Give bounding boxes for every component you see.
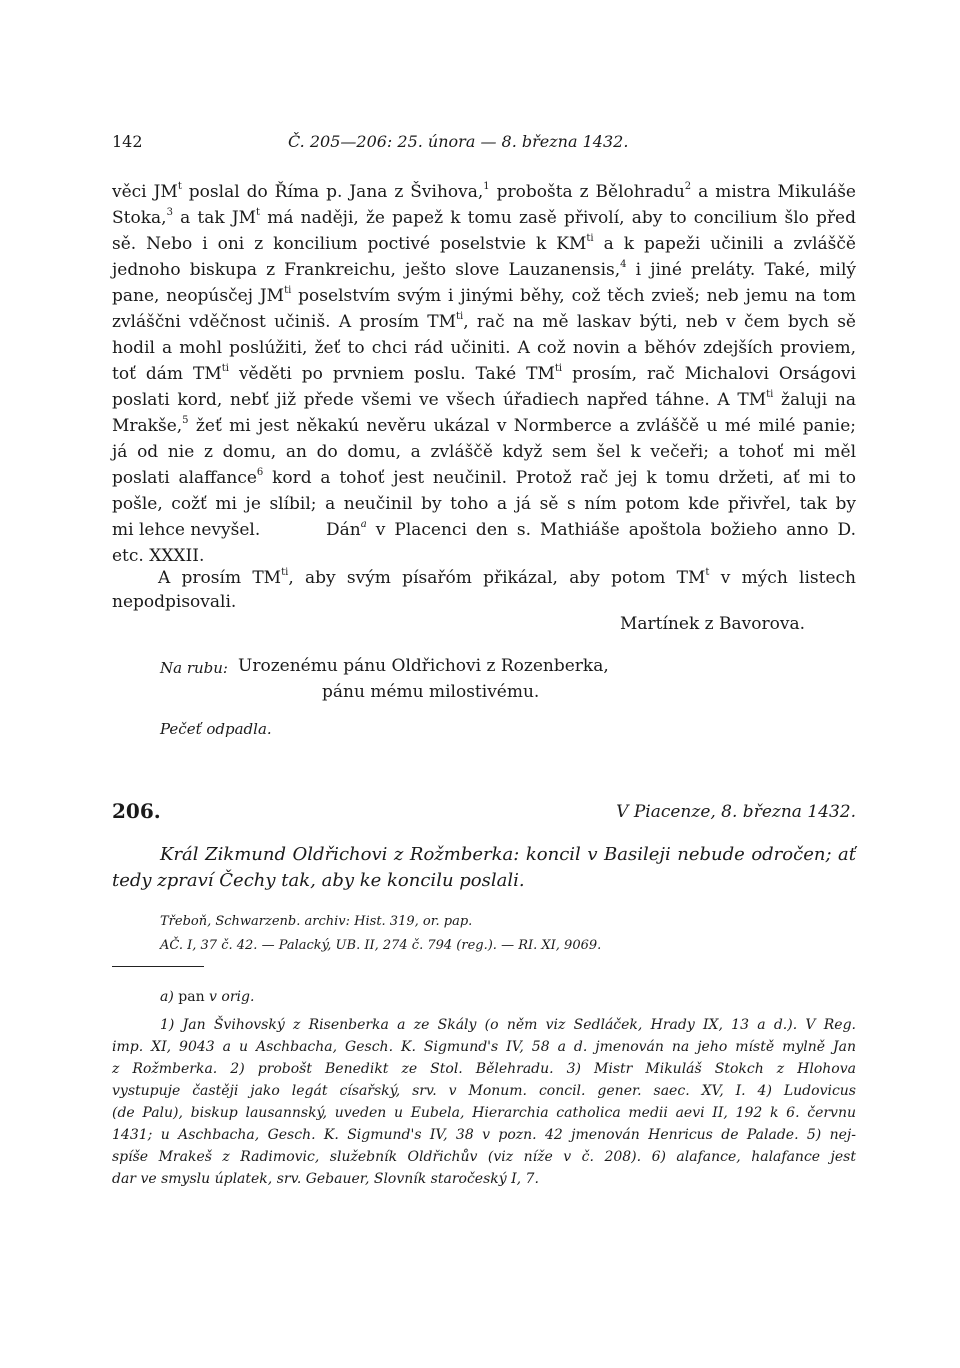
body-line: Stoka,$^3$ a tak $JM^t$ má naději, že papež k tomu zasě přivolí, aby to concilium šlo před bbox=[112, 207, 856, 228]
regest-summary-line: Král Zikmund Oldřichovi z Rožmberka: koncil v Basileji nebude odročen; ať bbox=[160, 844, 856, 865]
body-line: sě. Nebo i oni z koncilium poctivé poselstvie k $KM^{ti}$ a k papeži učinili a zvláščě bbox=[112, 233, 856, 254]
body-line-left: mi lehce nevyšel. bbox=[112, 520, 261, 540]
place-date: V Piacenze, 8. března 1432. bbox=[616, 802, 856, 822]
body-line: věci $JM^t$ poslal do Říma p. Jana z Švihova,$^1$ probošta z Bělohradu$^2$ a mistra Mikuláše bbox=[112, 181, 856, 202]
body-line: jednoho biskupa z Frankreichu, ješto slove Lauzanensis,$^4$ i jiné preláty. Také, milý bbox=[112, 259, 856, 280]
footnote-line: z Rožmberka. 2) probošt Benedikt ze Stol. Bělehradu. 3) Mistr Mikuláš Stokch z Hlohova bbox=[112, 1061, 856, 1077]
literature-reference: AČ. I, 37 č. 42. — Palacký, UB. II, 274 č. 794 (reg.). — RI. XI, 9069. bbox=[160, 938, 602, 953]
body-line: pošle, cožť mi je slíbil; a neučinil by toho a já sě s ním potom kde přivřel, tak by bbox=[112, 494, 856, 514]
footnote-line: (de Palu), biskup lausannský, uveden u Eubela, Hierarchia catholica medii aevi II, 192 k 6. červnu bbox=[112, 1105, 856, 1121]
body-line: nepodpisovali. bbox=[112, 592, 237, 612]
body-line: já od nie z domu, an do domu, a zvláščě když sem šel k večeři; a tohoť mi měl bbox=[112, 442, 856, 462]
body-line: poslati kord, nebť již přede všemi ve všech úřadiech napřed táhne. A $TM^{ti}$ žaluji na bbox=[112, 389, 856, 410]
footnote-line: vystupuje častěji jako legát císařský, srv. v Monum. concil. gener. saec. XV, I. 4) Ludovicus bbox=[112, 1083, 856, 1099]
body-line: zvláščni vděčnost učiniš. A prosím $TM^{ti}$, rač na mě laskav býti, neb v čem bych sě bbox=[112, 311, 856, 332]
footnote-line: 1) Jan Švihovský z Risenberka a ze Skály (o něm viz Sedláček, Hrady IX, 13 a d.). V Reg. bbox=[160, 1017, 856, 1033]
body-line: Mrakše,$^5$ žeť mi jest někakú nevěru ukázal v Normberce a zvláščě u mé milé panie; bbox=[112, 415, 856, 436]
footnote-line: dar ve smyslu úplatek, srv. Gebauer, Slovník staročeský I, 7. bbox=[112, 1171, 539, 1187]
body-line: pane, neopúsčej $JM^{ti}$ poselstvím svým i jinými běhy, což těch zvieš; neb jemu na tom bbox=[112, 285, 856, 306]
regest-summary-line: tedy zpraví Čechy tak, aby ke koncilu poslali. bbox=[112, 870, 525, 891]
running-title: Č. 205—206: 25. února — 8. března 1432. bbox=[288, 132, 629, 151]
footnote-divider bbox=[112, 966, 204, 967]
signature: Martínek z Bavorova. bbox=[620, 614, 805, 634]
dating-clause: Dán$^a$ v Placenci den s. Mathiáše apoštola božieho anno D. bbox=[326, 519, 856, 540]
body-line: poslati alaffance$^6$ kord a tohoť jest neučinil. Protož rač jej k tomu držeti, ať mi to bbox=[112, 467, 856, 488]
footnote-line: 1431; u Aschbacha, Gesch. K. Sigmund's IV, 38 v pozn. 42 jmenován Henricus de Palade. 5) nej- bbox=[112, 1127, 856, 1143]
body-line: etc. XXXII. bbox=[112, 546, 205, 566]
page-number: 142 bbox=[112, 132, 143, 151]
body-line: toť dám $TM^{ti}$ věděti po prvniem poslu. Také $TM^{ti}$ prosím, rač Michalovi Orságovi bbox=[112, 363, 856, 384]
archival-source: Třeboň, Schwarzenb. archiv: Hist. 319, or. pap. bbox=[160, 914, 473, 929]
address-line: Urozenému pánu Oldřichovi z Rozenberka, bbox=[238, 656, 609, 676]
document-number: 206. bbox=[112, 799, 161, 823]
body-line: A prosím $TM^{ti}$, aby svým písařóm přikázal, aby potom $TM^t$ v mých listech bbox=[158, 567, 856, 588]
body-line: hodil a mohl poslúžiti, žeť to chci rád učiniti. A což novin a běhóv zdejších proviem, bbox=[112, 338, 856, 358]
variant-note: a) pan v orig. bbox=[160, 989, 255, 1005]
address-label: Na rubu: bbox=[160, 659, 228, 677]
footnote-line: imp. XI, 9043 a u Aschbacha, Gesch. K. Sigmund's IV, 58 a d. jmenován na jeho místě mylně Jan bbox=[112, 1039, 856, 1055]
footnote-line: spíše Mrakeš z Radimovic, služebník Oldřichův (viz níže v č. 208). 6) alafance, halafance jest bbox=[112, 1149, 856, 1165]
seal-note: Pečeť odpadla. bbox=[160, 720, 272, 738]
address-line: pánu mému milostivému. bbox=[322, 682, 540, 702]
